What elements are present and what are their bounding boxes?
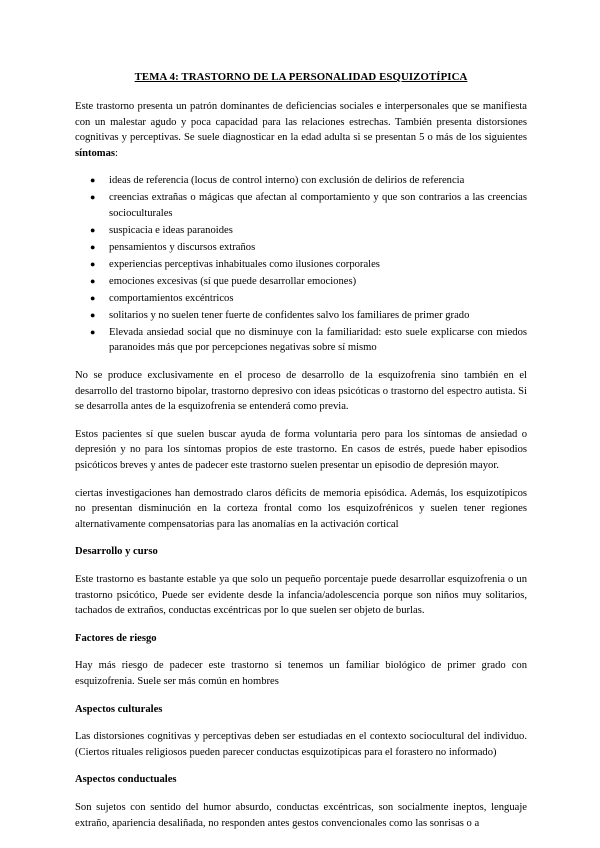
section-text-conductuales: Son sujetos con sentido del humor absurdo, conductas excéntricas, son socialmente ineptos, lenguaje extraño, apariencia desaliñada, no responden antes gestos convencionales como las sonrisas o a bbox=[75, 801, 527, 829]
document-page bbox=[75, 70, 527, 843]
list-item: ● solitarios y no suelen tener fuerte de confidentes salvo los familiares de primer grado bbox=[75, 308, 527, 324]
intro-bold-term: síntomas bbox=[75, 147, 116, 159]
section-text-factores: Hay más riesgo de padecer este trastorno si tenemos un familiar biológico de primer grado con esquizofrenia. Suele ser más común en hombres bbox=[75, 660, 527, 687]
bullet-icon: ● bbox=[90, 241, 96, 252]
bullet-icon: ● bbox=[90, 309, 96, 320]
list-item: ● Elevada ansiedad social que no disminuye con la familiaridad: esto suele explicarse con miedos paranoides más que por percepciones negativas sobre sí mismo bbox=[90, 326, 527, 354]
section-text-desarrollo: Este trastorno es bastante estable ya que solo un pequeño porcentaje puede desarrollar esquizofrenia o un trastorno psicótico, Puede ser evidente desde la infancia/adolescencia porque son niños muy solitarios, tachados de extraños, conductas excéntricas por lo que suelen ser objeto de burlas. bbox=[75, 573, 527, 617]
section-heading-factores: Factores de riesgo bbox=[75, 632, 157, 644]
bullet-icon: ● bbox=[90, 326, 96, 337]
bullet-icon: ● bbox=[90, 175, 96, 186]
bullet-icon: ● bbox=[90, 275, 96, 286]
page-title: TEMA 4: TRASTORNO DE LA PERSONALIDAD ESQUIZOTÍPICA bbox=[134, 71, 468, 83]
symptoms-list bbox=[75, 173, 527, 356]
paragraph-research: ciertas investigaciones han demostrado claros déficits de memoria episódica. Además, los esquizotípicos no presentan disminución en la corteza frontal como los esquizofrénicos y suelen tener regiones alternativamente compensatorias para las anomalías en la activación cortical bbox=[75, 487, 527, 530]
bullet-icon: ● bbox=[90, 258, 96, 269]
list-item: ● creencias extrañas o mágicas que afectan al comportamiento y que son contrarios a las creencias socioculturales bbox=[90, 192, 527, 219]
list-item: ● experiencias perceptivas inhabituales como ilusiones corporales bbox=[75, 257, 527, 273]
intro-text: Este trastorno presenta un patrón dominantes de deficiencias sociales e interpersonales que se manifiesta con un malestar agudo y poca capacidad para las relaciones estrechas. También presenta distorsiones cognitivas y perceptivas. Se suele diagnosticar en la edad adulta si se presentan 5 o más de los siguientes bbox=[75, 101, 527, 144]
bullet-icon: ● bbox=[90, 192, 96, 203]
list-item: ● ideas de referencia (locus de control interno) con exclusión de delirios de referencia bbox=[75, 173, 527, 189]
intro-paragraph bbox=[75, 99, 527, 161]
section-heading-desarrollo: Desarrollo y curso bbox=[75, 546, 158, 558]
section-text-culturales: Las distorsiones cognitivas y perceptivas deben ser estudiadas en el contexto sociocultural del individuo. (Ciertos rituales religiosos pueden parecer conductas esquizotípicas para el forastero no informado) bbox=[75, 731, 527, 758]
section-heading-conductuales: Aspectos conductuales bbox=[75, 774, 177, 786]
list-item: ● comportamientos excéntricos bbox=[75, 291, 527, 307]
list-item: ● emociones excesivas (sí que puede desarrollar emociones) bbox=[75, 274, 527, 290]
intro-end: : bbox=[115, 147, 118, 159]
list-item: ● suspicacia e ideas paranoides bbox=[75, 223, 527, 239]
bullet-icon: ● bbox=[90, 224, 96, 235]
section-heading-culturales: Aspectos culturales bbox=[75, 703, 163, 715]
list-item: ● pensamientos y discursos extraños bbox=[75, 240, 527, 256]
bullet-icon: ● bbox=[90, 292, 96, 303]
paragraph-help-seeking: Estos pacientes sí que suelen buscar ayuda de forma voluntaria pero para los síntomas de ansiedad o depresión y no para los síntomas propios de este trastorno. En casos de estrés, puede haber episodios psicóticos breves y antes de padecer este trastorno suelen presentar un episodio de depresión mayor. bbox=[75, 428, 527, 471]
paragraph-development-context: No se produce exclusivamente en el proceso de desarrollo de la esquizofrenia sino también en el desarrollo del trastorno bipolar, trastorno depresivo con ideas psicóticas o trastorno del espectro autista. Si se desarrolla antes de la esquizofrenia se entenderá como previa. bbox=[75, 370, 527, 413]
